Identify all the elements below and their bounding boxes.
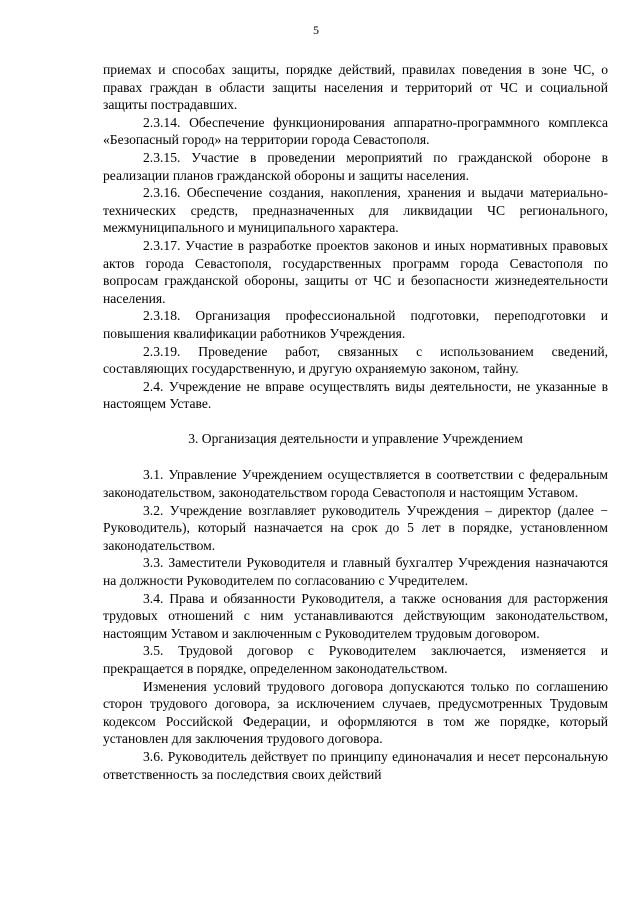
- paragraph: 3.4. Права и обязанности Руководителя, а также основания для расторжения трудовых отношений с ним устанавливаются действующим законодательством, настоящим Уставом и заключенным с Руководителем трудовым договором.: [103, 590, 608, 641]
- paragraph: 2.3.15. Участие в проведении мероприятий по гражданской обороне в реализации планов гражданской обороны и защиты населения.: [103, 149, 608, 183]
- paragraph: 3.5. Трудовой договор с Руководителем заключается, изменяется и прекращается в порядке, определенном законодательством.: [103, 643, 608, 676]
- paragraph: 2.3.14. Обеспечение функционирования аппаратно-программного комплекса «Безопасный город» на территории города Севастополя.: [103, 114, 608, 148]
- paragraph: 3.6. Руководитель действует по принципу единоначалия и несет персональную ответственность за последствия своих действий: [103, 748, 608, 782]
- paragraph: 2.3.19. Проведение работ, связанных с использованием сведений, составляющих государственную, и другую охраняемую законом, тайну.: [103, 343, 608, 377]
- paragraph: Изменения условий трудового договора допускаются только по соглашению сторон трудового договора, за исключением случаев, предусмотренных Трудовым кодексом Российской Федерации, и оформляются в том же порядке, который установлен для заключения трудового договора.: [103, 678, 608, 747]
- paragraph: 2.3.16. Обеспечение создания, накопления, хранения и выдачи материально-технических средств, предназначенных для ликвидации ЧС регионального, межмуниципального и муниципального характера.: [103, 185, 608, 236]
- paragraph: 3.2. Учреждение возглавляет руководитель Учреждения – директор (далее − Руководитель), который назначается на срок до 5 лет в порядке, установленном законодательством.: [103, 502, 608, 553]
- paragraph: 3.3. Заместители Руководителя и главный бухгалтер Учреждения назначаются на должности Руководителем по согласованию с Учредителем.: [103, 555, 608, 589]
- paragraph: 3.1. Управление Учреждением осуществляется в соответствии с федеральным законодательством, законодательством города Севастополя и настоящим Уставом.: [103, 467, 608, 501]
- paragraph: 2.4. Учреждение не вправе осуществлять виды деятельности, не указанные в настоящем Уставе.: [103, 378, 608, 412]
- page-number: 5: [313, 23, 319, 37]
- document-body: [103, 61, 608, 783]
- paragraph: приемах и способах защиты, порядке действий, правилах поведения в зоне ЧС, о правах граждан в области защиты населения и территорий от ЧС и социальной защиты пострадавших.: [103, 62, 608, 113]
- paragraph: 2.3.18. Организация профессиональной подготовки, переподготовки и повышения квалификации работников Учреждения.: [103, 308, 608, 341]
- paragraph: 2.3.17. Участие в разработке проектов законов и иных нормативных правовых актов города Севастополя, государственных программ города Севастополя по вопросам гражданской обороны, защиты от ЧС и безопасности жизнедеятельности населения.: [103, 237, 608, 306]
- section-heading: 3. Организация деятельности и управление Учреждением: [188, 430, 523, 446]
